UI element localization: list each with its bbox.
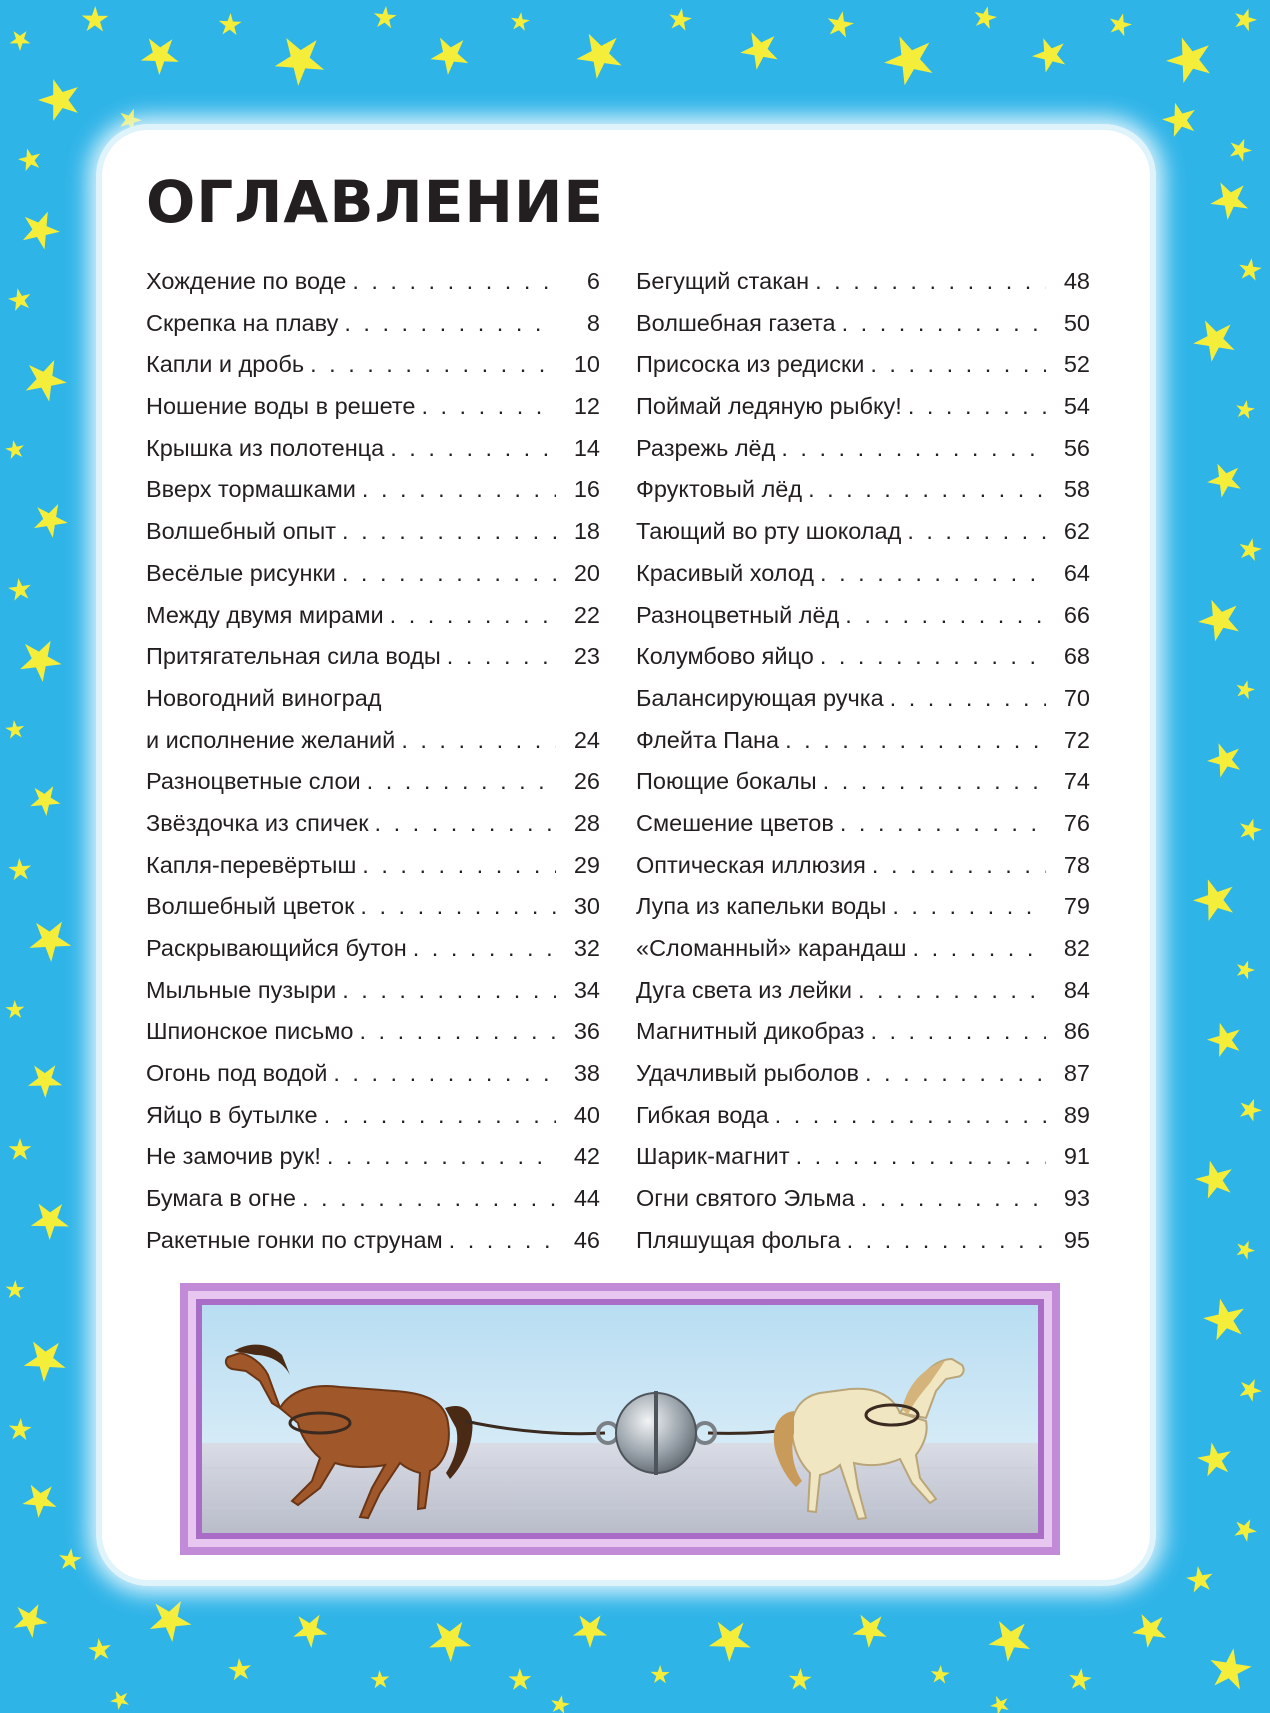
toc-entry — [146, 643, 600, 685]
toc-entry — [146, 727, 600, 769]
toc-entry — [636, 435, 1090, 477]
star-icon — [1236, 815, 1264, 842]
toc-entry-page: 34 — [573, 976, 600, 1003]
toc-dot-leader — [327, 1143, 556, 1170]
star-icon — [788, 1667, 812, 1690]
toc-entry — [636, 1102, 1090, 1144]
toc-entry — [636, 393, 1090, 435]
star-icon — [143, 1590, 199, 1645]
star-icon — [1160, 30, 1218, 86]
star-icon — [1186, 311, 1241, 365]
toc-dot-leader — [362, 476, 556, 503]
toc-entry-title: Хождение по воде — [146, 268, 347, 294]
toc-entry-page: 58 — [1063, 476, 1090, 503]
star-icon — [569, 23, 630, 83]
toc-entry — [146, 518, 600, 560]
star-icon — [1207, 1645, 1255, 1691]
toc-dot-leader — [447, 643, 556, 670]
toc-dot-leader — [872, 852, 1046, 879]
toc-dot-leader — [352, 268, 556, 295]
toc-entry — [636, 768, 1090, 810]
star-icon — [373, 5, 398, 29]
toc-entry-title: Разрежь лёд — [636, 434, 776, 461]
toc-entry — [146, 810, 600, 852]
star-icon — [5, 1280, 25, 1299]
star-icon — [228, 1657, 253, 1681]
toc-entry-title: Бегущий стакан — [636, 268, 810, 294]
toc-dot-leader — [820, 560, 1046, 587]
toc-entry — [146, 1102, 600, 1144]
toc-entry-title: Волшебный опыт — [146, 518, 337, 545]
star-icon — [107, 1687, 132, 1712]
page-title: ОГЛАВЛЕНИЕ — [146, 168, 605, 236]
toc-entry — [146, 268, 600, 310]
toc-entry-page: 40 — [573, 1101, 600, 1128]
toc-entry-title: Раскрывающийся бутон — [146, 935, 407, 961]
star-icon — [1203, 737, 1247, 780]
toc-entry-page: 86 — [1063, 1018, 1090, 1045]
star-icon — [549, 1693, 571, 1713]
toc-entry-page: 18 — [573, 518, 600, 545]
star-icon — [734, 24, 784, 73]
toc-dot-leader — [865, 1060, 1046, 1087]
toc-entry-title: Пляшущая фольга — [636, 1226, 841, 1253]
toc-entry-page: 32 — [573, 935, 600, 961]
star-icon — [825, 9, 856, 39]
star-icon — [650, 1665, 669, 1683]
toc-entry-page: 74 — [1063, 768, 1090, 795]
star-icon — [566, 1605, 613, 1651]
toc-entry — [636, 1143, 1090, 1185]
toc-dot-leader — [342, 560, 556, 587]
star-icon — [1202, 456, 1247, 500]
toc-entry — [636, 602, 1090, 644]
toc-entry — [146, 1143, 600, 1185]
toc-entry-page: 29 — [573, 851, 600, 878]
star-icon — [667, 6, 693, 31]
toc-entry-title: Смешение цветов — [636, 809, 834, 836]
toc-entry — [636, 727, 1090, 769]
toc-entry — [636, 1227, 1090, 1269]
toc-entry — [146, 1185, 600, 1227]
toc-entry-title: и исполнение желаний — [146, 726, 396, 753]
star-icon — [25, 778, 66, 818]
toc-entry — [146, 435, 600, 477]
toc-entry — [636, 560, 1090, 602]
toc-dot-leader — [360, 893, 556, 920]
toc-dot-leader — [367, 768, 556, 795]
toc-entry — [636, 893, 1090, 935]
toc-dot-leader — [823, 768, 1046, 795]
toc-dot-leader — [861, 1185, 1046, 1212]
toc-dot-leader — [781, 435, 1046, 462]
toc-entry-title: Присоска из редиски — [636, 351, 865, 378]
toc-entry-page: 28 — [573, 809, 600, 836]
star-icon — [508, 1668, 531, 1690]
toc-entry-title: Флейта Пана — [636, 726, 780, 753]
toc-entry — [146, 310, 600, 352]
toc-column-left — [146, 268, 600, 1269]
toc-dot-leader — [870, 1018, 1046, 1045]
toc-entry-page: 20 — [573, 559, 600, 586]
toc-entry-title: Весёлые рисунки — [146, 559, 336, 586]
toc-dot-leader — [775, 1102, 1046, 1129]
star-icon — [1237, 257, 1263, 282]
star-icon — [1185, 1564, 1215, 1593]
toc-entry — [146, 602, 600, 644]
toc-dot-leader — [820, 643, 1046, 670]
star-icon — [930, 1664, 951, 1684]
star-icon — [877, 26, 941, 89]
toc-entry-title: Оптическая иллюзия — [636, 851, 866, 878]
toc-entry-title: Ракетные гонки по струнам — [146, 1226, 443, 1253]
star-icon — [58, 1547, 83, 1571]
star-icon — [423, 1610, 480, 1666]
toc-entry-title: Шпионское письмо — [146, 1018, 354, 1045]
toc-entry — [636, 685, 1090, 727]
star-icon — [1126, 1606, 1172, 1651]
toc-entry — [636, 476, 1090, 518]
toc-entry-title: Разноцветные слои — [146, 768, 361, 795]
toc-entry-page: 8 — [586, 309, 600, 336]
star-icon — [16, 146, 43, 173]
toc-dot-leader — [858, 977, 1046, 1004]
star-icon — [8, 1417, 32, 1440]
star-icon — [981, 1610, 1037, 1665]
toc-dot-leader — [333, 1060, 556, 1087]
toc-entry — [636, 810, 1090, 852]
toc-dot-leader — [907, 518, 1046, 545]
toc-entry-page: 44 — [573, 1185, 600, 1212]
toc-entry — [146, 560, 600, 602]
toc-entry-title: Красивый холод — [636, 559, 815, 586]
toc-entry-page: 68 — [1063, 643, 1090, 670]
toc-entry-title: Бумага в огне — [146, 1185, 296, 1212]
toc-dot-leader — [362, 852, 556, 879]
toc-dot-leader — [796, 1143, 1046, 1170]
toc-entry-title: Между двумя мирами — [146, 601, 384, 628]
toc-entry-page: 70 — [1063, 684, 1090, 711]
toc-entry-page: 95 — [1063, 1226, 1090, 1253]
toc-dot-leader — [342, 977, 556, 1004]
toc-entry-page: 79 — [1063, 893, 1090, 920]
star-icon — [1067, 1667, 1092, 1691]
toc-entry-page: 42 — [573, 1143, 600, 1170]
star-icon — [1192, 592, 1246, 645]
toc-entry-title: Притягательная сила воды — [146, 643, 441, 670]
star-icon — [987, 1692, 1012, 1713]
star-icon — [1233, 1237, 1257, 1261]
star-icon — [5, 1000, 25, 1019]
toc-entry-page: 78 — [1063, 851, 1090, 878]
toc-entry — [146, 768, 600, 810]
toc-entry — [636, 1060, 1090, 1102]
toc-entry-title: Колумбово яйцо — [636, 643, 814, 670]
toc-dot-leader — [310, 351, 556, 378]
star-icon — [1226, 135, 1255, 163]
toc-dot-leader — [344, 310, 556, 337]
toc-dot-leader — [842, 310, 1046, 337]
star-icon — [116, 105, 145, 133]
toc-entry-page: 93 — [1063, 1185, 1090, 1212]
star-icon — [288, 1606, 334, 1652]
toc-dot-leader — [840, 810, 1046, 837]
toc-entry-title: Фруктовый лёд — [636, 476, 803, 503]
star-icon — [4, 719, 25, 739]
toc-dot-leader — [359, 1018, 556, 1045]
toc-entry-page: 52 — [1063, 351, 1090, 378]
toc-entry — [636, 852, 1090, 894]
toc-entry-page: 82 — [1063, 935, 1090, 961]
star-icon — [19, 351, 74, 405]
toc-dot-leader — [413, 935, 556, 962]
toc-entry-page: 89 — [1063, 1101, 1090, 1128]
toc-entry — [146, 476, 600, 518]
toc-entry-title: Яйцо в бутылке — [146, 1101, 318, 1128]
toc-entry-title: Капля-перевёртыш — [146, 851, 357, 878]
toc-entry — [146, 935, 600, 977]
star-icon — [510, 11, 531, 31]
toc-entry-title: Капли и дробь — [146, 351, 305, 378]
star-icon — [424, 28, 475, 78]
star-icon — [700, 1610, 757, 1666]
star-icon — [4, 439, 26, 460]
toc-entry-title: Лупа из капельки воды — [636, 893, 887, 920]
toc-entry-title: Шарик-магнит — [636, 1143, 790, 1170]
toc-entry — [146, 1060, 600, 1102]
toc-entry-title: Удачливый рыболов — [636, 1060, 859, 1087]
star-icon — [9, 1138, 32, 1160]
toc-entry-page: 64 — [1063, 559, 1090, 586]
toc-dot-leader — [815, 268, 1046, 295]
star-icon — [218, 12, 242, 35]
star-icon — [28, 496, 73, 541]
toc-dot-leader — [908, 393, 1046, 420]
star-icon — [23, 1055, 70, 1101]
star-icon — [15, 1330, 72, 1386]
toc-entry-page: 22 — [573, 601, 600, 628]
toc-dot-leader — [324, 1102, 556, 1129]
star-icon — [1230, 1514, 1260, 1544]
toc-entry-page: 36 — [573, 1018, 600, 1045]
toc-entry-page: 12 — [573, 393, 600, 420]
star-icon — [33, 73, 85, 124]
toc-entry-page: 16 — [573, 476, 600, 503]
toc-dot-leader — [390, 435, 556, 462]
star-icon — [23, 1193, 75, 1244]
toc-entry-page: 23 — [573, 643, 600, 670]
star-icon — [87, 1637, 112, 1661]
toc-entry-page: 54 — [1063, 393, 1090, 420]
toc-entry-title: Звёздочка из спичек — [146, 809, 369, 836]
star-icon — [1237, 536, 1264, 562]
toc-entry — [636, 351, 1090, 393]
illustration-horses-hemispheres — [180, 1283, 1060, 1555]
toc-entry-page: 84 — [1063, 976, 1090, 1003]
star-icon — [370, 1670, 390, 1689]
star-icon — [23, 910, 80, 966]
toc-entry-page: 66 — [1063, 601, 1090, 628]
toc-dot-leader — [421, 393, 556, 420]
toc-entry — [146, 893, 600, 935]
toc-entry-title: Балансирующая ручка — [636, 684, 884, 711]
star-icon — [846, 1606, 892, 1652]
toc-entry — [636, 310, 1090, 352]
star-icon — [972, 4, 999, 30]
star-icon — [1159, 98, 1201, 139]
toc-dot-leader — [390, 602, 556, 629]
star-icon — [5, 25, 34, 53]
toc-entry-page: 72 — [1063, 726, 1090, 753]
toc-entry-title: Крышка из полотенца — [146, 434, 385, 461]
toc-entry-title: «Сломанный» карандаш — [636, 935, 907, 961]
star-icon — [1233, 958, 1257, 981]
toc-entry-page: 48 — [1063, 268, 1090, 294]
toc-entry — [146, 977, 600, 1019]
toc-dot-leader — [870, 351, 1046, 378]
toc-entry-title: Вверх тормашками — [146, 476, 356, 503]
toc-entry-title: Ношение воды в решете — [146, 393, 416, 420]
toc-entry-page: 91 — [1063, 1143, 1090, 1170]
toc-entry-page: 14 — [573, 434, 600, 461]
toc-entry — [636, 935, 1090, 977]
toc-dot-leader — [913, 935, 1046, 962]
toc-entry-page: 76 — [1063, 809, 1090, 836]
star-icon — [1231, 5, 1259, 32]
toc-entry-page: 46 — [573, 1226, 600, 1253]
toc-entry-title: Гибкая вода — [636, 1101, 769, 1128]
star-icon — [1188, 872, 1241, 923]
star-icon — [16, 204, 65, 252]
toc-dot-leader — [375, 810, 556, 837]
toc-entry-title: Волшебный цветок — [146, 893, 355, 920]
star-icon — [13, 631, 69, 686]
toc-entry-title: Новогодний виноград — [146, 684, 382, 711]
toc-dot-leader — [342, 518, 556, 545]
toc-dot-leader — [847, 1227, 1046, 1254]
toc-entry-page: 87 — [1063, 1060, 1090, 1087]
star-icon — [1191, 1156, 1237, 1201]
star-icon — [1234, 399, 1256, 420]
toc-entry — [636, 643, 1090, 685]
toc-entry-title: Дуга света из лейки — [636, 976, 852, 1003]
toc-entry-title: Не замочив рук! — [146, 1143, 321, 1170]
toc-entry — [146, 852, 600, 894]
star-icon — [1236, 1095, 1265, 1123]
toc-entry — [146, 685, 600, 727]
toc-entry-page: 62 — [1063, 518, 1090, 545]
toc-entry-title: Тающий во рту шоколад — [636, 518, 902, 545]
toc-entry-title: Огни святого Эльма — [636, 1185, 855, 1212]
toc-entry — [636, 268, 1090, 310]
toc-dot-leader — [892, 893, 1046, 920]
toc-entry-page: 30 — [573, 893, 600, 920]
toc-entry-page: 56 — [1063, 434, 1090, 461]
star-icon — [16, 1476, 62, 1522]
toc-dot-leader — [890, 685, 1046, 712]
toc-dot-leader — [449, 1227, 556, 1254]
toc-column-right — [636, 268, 1090, 1269]
star-icon — [1027, 32, 1071, 75]
star-icon — [1234, 678, 1257, 700]
toc-dot-leader — [845, 602, 1046, 629]
toc-dot-leader — [785, 727, 1046, 754]
toc-entry-page: 38 — [573, 1060, 600, 1087]
toc-entry-title: Скрепка на плаву — [146, 309, 339, 336]
toc-entry — [636, 1185, 1090, 1227]
toc-entry-title: Волшебная газета — [636, 309, 836, 336]
toc-entry — [146, 393, 600, 435]
star-icon — [1106, 10, 1134, 37]
toc-entry-title: Огонь под водой — [146, 1060, 328, 1087]
toc-entry-page: 24 — [573, 726, 600, 753]
star-icon — [8, 1596, 54, 1641]
toc-entry-title: Разноцветный лёд — [636, 601, 840, 628]
star-icon — [1200, 1294, 1250, 1342]
star-icon — [1195, 1439, 1235, 1477]
toc-entry-page: 10 — [573, 351, 600, 378]
toc-entry — [146, 1018, 600, 1060]
toc-entry-page: 6 — [586, 268, 600, 294]
toc-dot-leader — [302, 1185, 556, 1212]
star-icon — [133, 28, 185, 79]
star-icon — [81, 6, 108, 32]
star-icon — [1203, 1018, 1245, 1059]
toc-dot-leader — [401, 727, 556, 754]
toc-entry-title: Мыльные пузыри — [146, 976, 337, 1003]
toc-entry — [146, 351, 600, 393]
toc-entry — [146, 1227, 600, 1269]
star-icon — [1204, 173, 1255, 223]
toc-entry-title: Магнитный дикобраз — [636, 1018, 865, 1045]
star-icon — [7, 577, 33, 602]
star-icon — [6, 286, 33, 312]
toc-entry — [636, 1018, 1090, 1060]
star-icon — [1236, 1374, 1266, 1403]
toc-entry-title: Поймай ледяную рыбку! — [636, 393, 902, 420]
toc-entry — [636, 977, 1090, 1019]
toc-entry-page: 26 — [573, 768, 600, 795]
star-icon — [8, 857, 32, 880]
toc-entry — [636, 518, 1090, 560]
toc-dot-leader — [808, 476, 1046, 503]
toc-entry-title: Поющие бокалы — [636, 768, 817, 795]
star-icon — [265, 25, 332, 91]
toc-entry-page: 50 — [1063, 309, 1090, 336]
